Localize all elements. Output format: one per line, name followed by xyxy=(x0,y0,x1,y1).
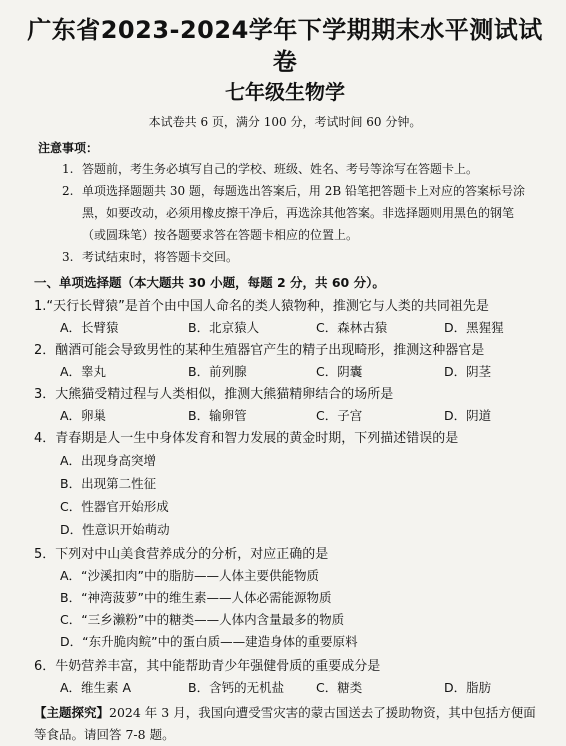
option-c: C．性器官开始形成 xyxy=(60,499,169,514)
option-c: C．阴囊 xyxy=(316,364,363,379)
question-options xyxy=(60,449,550,541)
option-a: A．出现身高突增 xyxy=(60,453,157,468)
section-heading: 一、单项选择题（本大题共 30 小题，每题 2 分，共 60 分）。 xyxy=(34,275,385,290)
question-stem: 4．青春期是人一生中身体发育和智力发展的黄金时期，下列描述错误的是 xyxy=(34,431,459,446)
notice-item xyxy=(62,180,530,246)
notice-item-number: 2. xyxy=(62,184,74,198)
question-options xyxy=(60,317,550,338)
notice-item xyxy=(62,246,530,268)
option-d: D．脂肪 xyxy=(444,680,492,695)
option-a: A．卵巢 xyxy=(60,408,107,423)
theme-passage xyxy=(34,702,536,746)
exam-subtitle: 七年级生物学 xyxy=(225,80,345,104)
exam-title: 广东省2023-2024学年下学期期末水平测试试卷 xyxy=(27,16,543,76)
option-b: B．北京猿人 xyxy=(188,320,260,335)
notice-heading: 注意事项： xyxy=(38,141,99,155)
option-a: A．睾丸 xyxy=(60,364,107,379)
notice-item-text: 答题前，考生务必填写自己的学校、班级、姓名、考号等涂写在答题卡上。 xyxy=(82,162,479,176)
question-stem: 1.“天行长臂猿”是首个由中国人命名的类人猿物种，推测它与人类的共同祖先是 xyxy=(34,299,489,314)
option-d: D．性意识开始萌动 xyxy=(60,522,170,537)
option-b: B．前列腺 xyxy=(188,364,247,379)
question-options xyxy=(60,405,550,426)
question-stem: 5．下列对中山美食营养成分的分析，对应正确的是 xyxy=(34,547,329,562)
question-options xyxy=(60,677,550,698)
notice-item-text: 单项选择题题共 30 题，每题选出答案后，用 2B 铅笔把答题卡上对应的答案标号涂黑，如要改动，必须用橡皮擦干净后，再选涂其他答案。非选择题则用黑色的钢笔（或圆珠笔）按各题要求答在答题卡相应的位置上。 xyxy=(82,184,525,242)
option-d: D．“东升脆肉鲩”中的蛋白质——建造身体的重要原料 xyxy=(60,634,358,649)
option-a: A．维生素 A xyxy=(60,680,132,695)
option-c: C．森林古猿 xyxy=(316,320,388,335)
question-stem: 3．大熊猫受精过程与人类相似，推测大熊猫精卵结合的场所是 xyxy=(34,387,394,402)
option-c: C．子宫 xyxy=(316,408,363,423)
question-stem: 6．牛奶营养丰富，其中能帮助青少年强健骨质的重要成分是 xyxy=(34,659,381,674)
option-d: D．阴茎 xyxy=(444,364,492,379)
notice-item-number: 1. xyxy=(62,162,74,176)
option-a: A．长臂猿 xyxy=(60,320,119,335)
option-b: B．输卵管 xyxy=(188,408,247,423)
notice-item xyxy=(62,158,530,180)
option-d: D．黑猩猩 xyxy=(444,320,504,335)
option-c: C．“三乡濑粉”中的糖类——人体内含量最多的物质 xyxy=(60,612,345,627)
exam-info: 本试卷共 6 页，满分 100 分，考试时间 60 分钟。 xyxy=(148,115,422,129)
option-b: B．含钙的无机盐 xyxy=(188,680,285,695)
question-options xyxy=(60,361,550,382)
notice-item-number: 3. xyxy=(62,250,74,264)
theme-text: 2024 年 3 月，我国向遭受雪灾害的蒙古国送去了援助物资，其中包括方便面等食品。请回答 7-8 题。 xyxy=(34,705,536,742)
theme-tag: 【主题探究】 xyxy=(34,705,110,720)
notice-item-text: 考试结束时，将答题卡交回。 xyxy=(82,250,239,264)
option-c: C．糖类 xyxy=(316,680,363,695)
question-options xyxy=(60,565,550,653)
option-b: B．出现第二性征 xyxy=(60,476,157,491)
option-d: D．阴道 xyxy=(444,408,492,423)
option-a: A．“沙溪扣肉”中的脂肪——人体主要供能物质 xyxy=(60,568,320,583)
question-stem: 2．酗酒可能会导致男性的某种生殖器官产生的精子出现畸形，推测这种器官是 xyxy=(34,343,485,358)
option-b: B．“神湾菠萝”中的维生素——人体必需能源物质 xyxy=(60,590,332,605)
